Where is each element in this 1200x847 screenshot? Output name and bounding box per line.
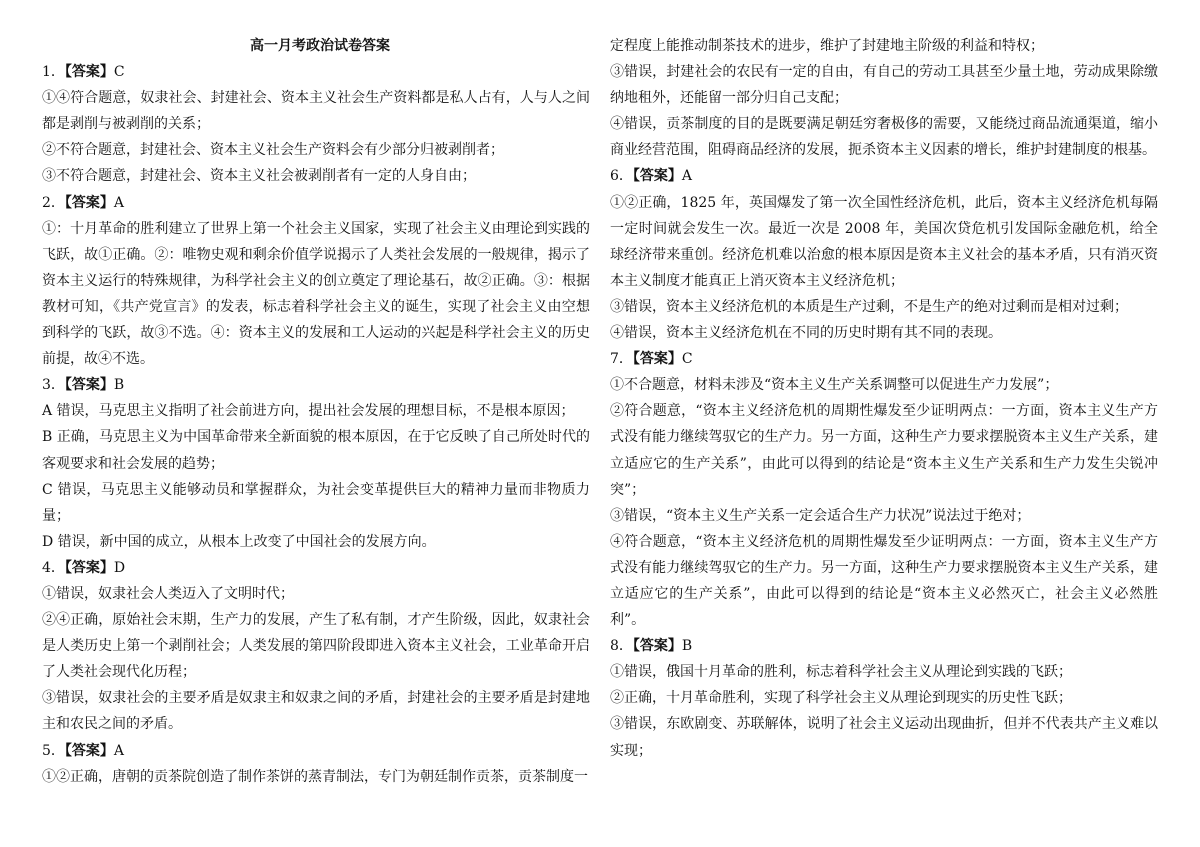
answer-tag: 【答案】	[632, 351, 682, 368]
question-number: 5．	[42, 742, 65, 759]
question-4-header	[42, 555, 590, 581]
page-title: 高一月考政治试卷答案	[250, 38, 390, 54]
question-6-header	[610, 163, 1158, 189]
question-8-header	[610, 633, 1158, 659]
answer-letter: C	[113, 64, 125, 81]
right-column	[610, 33, 1158, 764]
explanation-line: ④错误，资本主义经济危机在不同的历史时期有其不同的表现。	[610, 325, 1002, 342]
explanation-line: ②符合题意，“资本主义经济危机的周期性爆发至少证明两点：一方面，资本主义生产方式没有能力继续驾驭它的生产力。另一方面，这种生产力要求摆脱资本主义生产关系，建立适应它的生产关系”，由此可以得到的结论是“资本主义生产关系和生产力发生尖锐冲突”；	[610, 403, 1158, 498]
answer-tag: 【答案】	[64, 742, 114, 759]
explanation-line: ③错误，封建社会的农民有一定的自由，有自己的劳动工具甚至少量土地，劳动成果除缴纳地租外，还能留一部分归自己支配；	[610, 64, 1158, 107]
explanation-line: ①②正确，唐朝的贡茶院创造了制作茶饼的蒸青制法，专门为朝廷制作贡茶，贡茶制度一	[42, 768, 588, 785]
answer-tag: 【答案】	[64, 64, 114, 81]
explanation-line: ③错误，资本主义经济危机的本质是生产过剩，不是生产的绝对过剩而是相对过剩；	[610, 298, 1128, 315]
question-1-header	[42, 59, 590, 85]
question-number: 2．	[42, 194, 65, 211]
question-2-header	[42, 190, 590, 216]
question-number: 6．	[610, 168, 633, 185]
answer-letter: D	[113, 559, 126, 576]
answer-letter: B	[113, 377, 125, 394]
question-3-header	[42, 372, 590, 398]
question-number: 7．	[610, 351, 633, 368]
explanation-line: ②④正确，原始社会末期，生产力的发展，产生了私有制，才产生阶级，因此，奴隶社会是人类历史上第一个剥削社会；人类发展的第四阶段即进入资本主义社会，工业革命开启了人类社会现代化历程；	[42, 612, 590, 681]
question-number: 3．	[42, 377, 65, 394]
question-number: 1．	[42, 64, 65, 81]
explanation-line: ④符合题意，“资本主义经济危机的周期性爆发至少证明两点：一方面，资本主义生产方式没有能力继续驾驭它的生产力。另一方面，这种生产力要求摆脱资本主义生产关系，建立适应它的生产关系”，由此可以得到的结论是“资本主义必然灭亡，社会主义必然胜利”。	[610, 533, 1158, 629]
explanation-line: ③不符合题意，封建社会、资本主义社会被剥削者有一定的人身自由；	[42, 168, 476, 185]
question-number: 4．	[42, 559, 65, 576]
explanation-line: C 错误，马克思主义能够动员和掌握群众，为社会变革提供巨大的精神力量而非物质力量；	[42, 481, 590, 524]
explanation-line: ①：十月革命的胜利建立了世界上第一个社会主义国家，实现了社会主义由理论到实践的飞跃，故①正确。②：唯物史观和剩余价值学说揭示了人类社会发展的一般规律，揭示了资本主义运行的特殊规律，为科学社会主义的创立奠定了理论基石，故②正确。③：根据教材可知，《共产党宣言》的发表，标志着科学社会主义的诞生，实现了社会主义由空想到科学的飞跃，故③不选。④：资本主义的发展和工人运动的兴起是科学社会主义的历史前提，故④不选。	[42, 220, 590, 368]
question-7-header	[610, 346, 1158, 372]
explanation-line: ①错误，奴隶社会人类迈入了文明时代；	[42, 585, 294, 602]
explanation-line: ③错误，东欧剧变、苏联解体，说明了社会主义运动出现曲折，但并不代表共产主义难以实现；	[610, 716, 1158, 759]
left-column	[42, 33, 590, 790]
answer-letter: A	[681, 168, 693, 185]
question-5-header	[42, 738, 590, 764]
explanation-line: D 错误，新中国的成立，从根本上改变了中国社会的发展方向。	[42, 533, 436, 550]
question-number: 8．	[610, 638, 633, 655]
explanation-line: ③错误，“资本主义生产关系一定会适合生产力状况”说法过于绝对；	[610, 507, 1031, 524]
answer-letter: A	[113, 742, 125, 759]
answer-tag: 【答案】	[64, 194, 114, 211]
explanation-line: ②正确，十月革命胜利，实现了科学社会主义从理论到现实的历史性飞跃；	[610, 690, 1072, 707]
answer-tag: 【答案】	[64, 559, 114, 576]
answer-letter: C	[681, 351, 693, 368]
explanation-line: ①④符合题意，奴隶社会、封建社会、资本主义社会生产资料都是私人占有，人与人之间都是剥削与被剥削的关系；	[42, 90, 590, 133]
explanation-line: ①不合题意，材料未涉及“资本主义生产关系调整可以促进生产力发展”；	[610, 377, 1059, 394]
explanation-line: ②不符合题意，封建社会、资本主义社会生产资料会有少部分归被剥削者；	[42, 142, 504, 159]
explanation-line: ③错误，奴隶社会的主要矛盾是奴隶主和奴隶之间的矛盾，封建社会的主要矛盾是封建地主和农民之间的矛盾。	[42, 690, 590, 733]
answer-tag: 【答案】	[632, 638, 682, 655]
explanation-line: 定程度上能推动制茶技术的进步，维护了封建地主阶级的利益和特权；	[610, 38, 1044, 54]
answer-tag: 【答案】	[632, 168, 682, 185]
explanation-line: ④错误，贡茶制度的目的是既要满足朝廷穷奢极侈的需要，又能绕过商品流通渠道，缩小商业经营范围，阻碍商品经济的发展，扼杀资本主义因素的增长，维护封建制度的根基。	[610, 116, 1158, 159]
answer-tag: 【答案】	[64, 377, 114, 394]
explanation-line: ①错误，俄国十月革命的胜利，标志着科学社会主义从理论到实践的飞跃；	[610, 664, 1072, 681]
explanation-line: ①②正确，1825 年，英国爆发了第一次全国性经济危机，此后，资本主义经济危机每隔一定时间就会发生一次。最近一次是 2008 年，美国次贷危机引发国际金融危机，给全球经济带来重创。经济危机难以治愈的根本原因是资本主义社会的基本矛盾，只有消灭资本主义制度才能真正上消灭资本主义经济危机；	[610, 194, 1158, 289]
answer-letter: A	[113, 194, 125, 211]
explanation-line: A 错误，马克思主义指明了社会前进方向，提出社会发展的理想目标，不是根本原因；	[42, 403, 575, 420]
answer-letter: B	[681, 638, 693, 655]
explanation-line: B 正确，马克思主义为中国革命带来全新面貌的根本原因，在于它反映了自己所处时代的客观要求和社会发展的趋势；	[42, 429, 590, 472]
